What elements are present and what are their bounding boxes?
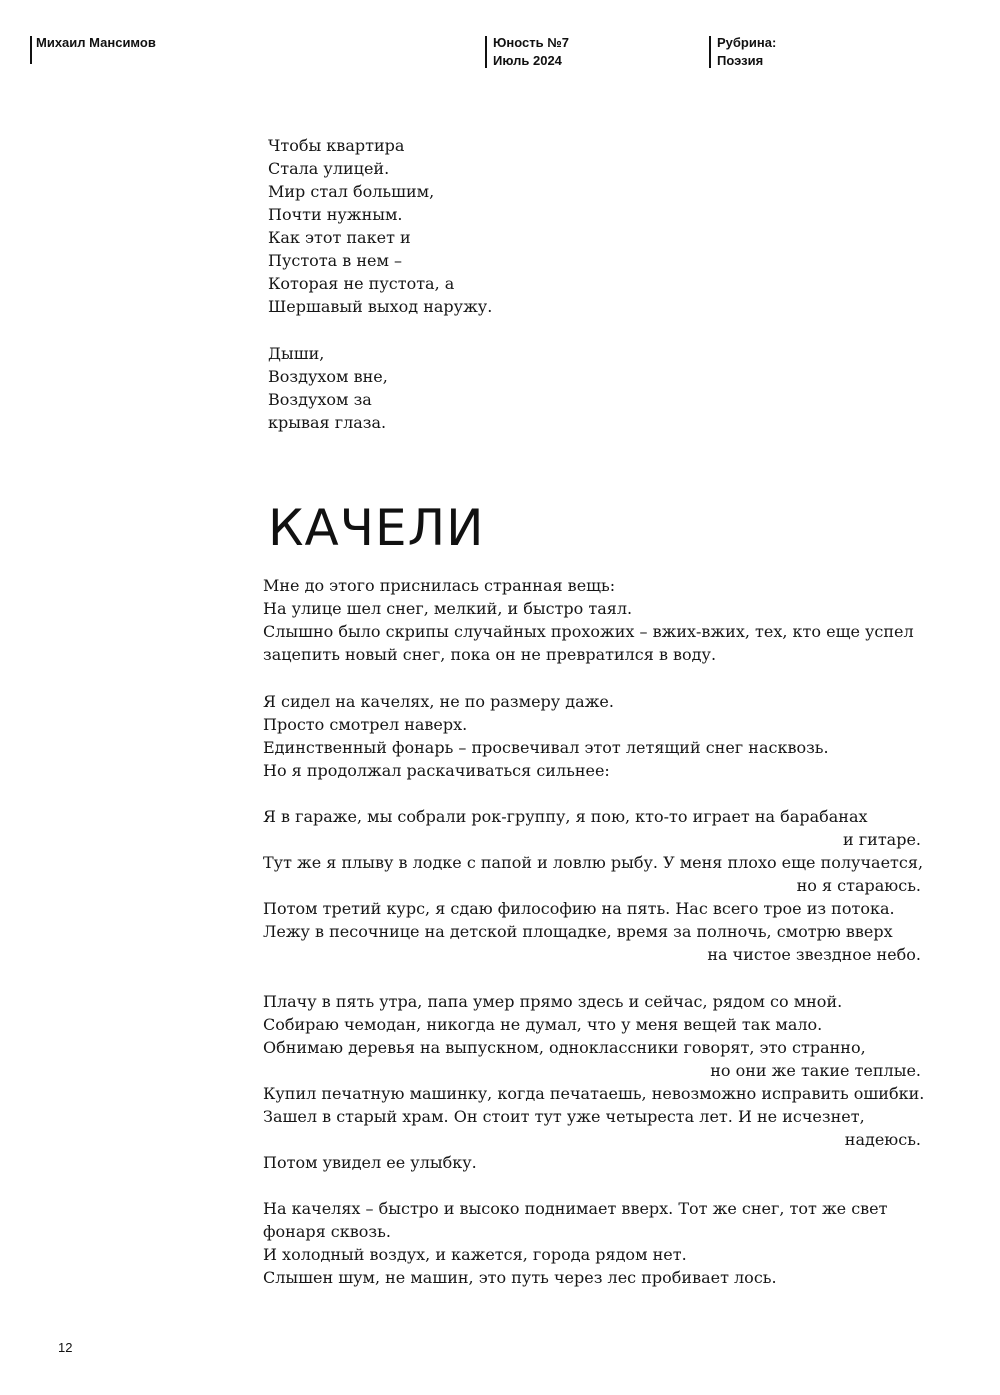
poem-line: Я в гараже, мы собрали рок-группу, я пою, кто-то играет на барабанах <box>263 807 868 826</box>
poem-line: Потом увидел ее улыбку. <box>263 1152 477 1172</box>
poem-line: Пустота в нем – <box>268 251 403 270</box>
header-divider <box>709 36 711 68</box>
header-section <box>717 34 776 70</box>
poem-line: Плачу в пять утра, папа умер прямо здесь и сейчас, рядом со мной. <box>263 991 843 1011</box>
poem-line: Слышно было скрипы случайных прохожих – вжих-вжих, тех, кто еще успел <box>263 622 914 641</box>
poem-line: Тут же я плыву в лодке с папой и ловлю рыбу. У меня плохо еще получается, <box>263 853 924 872</box>
poem-line: на чистое звездное небо. <box>707 945 921 964</box>
header-magazine <box>493 34 569 70</box>
poem-line: Купил печатную машинку, когда печатаешь, невозможно исправить ошибки. <box>263 1083 925 1103</box>
poem-line: зацепить новый снег, пока он не превратился в воду. <box>263 645 717 664</box>
poem-line: Единственный фонарь – просвечивал этот летящий снег насквозь. <box>263 737 829 757</box>
stanza <box>263 990 925 1174</box>
header-divider <box>30 36 32 64</box>
poem-line: и гитаре. <box>843 830 921 849</box>
poem-line: фонаря сквозь. <box>263 1222 391 1241</box>
poem-line: Стала улицей. <box>268 159 390 178</box>
poem-line: Как этот пакет и <box>268 228 411 247</box>
poem-line: И холодный воздух, и кажется, города рядом нет. <box>263 1245 687 1264</box>
section-label: Рубрина: <box>717 35 777 50</box>
poem-line: Слышен шум, не машин, это путь через лес пробивает лось. <box>263 1268 777 1287</box>
stanza <box>263 805 924 966</box>
poem-line: Просто смотрел наверх. <box>263 714 468 734</box>
poem-line: На улице шел снег, мелкий, и быстро таял. <box>263 599 633 618</box>
page-number: 12 <box>58 1340 73 1355</box>
section-name: Поэзия <box>717 53 764 68</box>
poem-line: Лежу в песочнице на детской площадке, время за полночь, смотрю вверх <box>263 922 893 941</box>
poem-line: Почти нужным. <box>268 205 403 224</box>
stanza <box>268 134 492 318</box>
poem-line: Зашел в старый храм. Он стоит тут уже четыреста лет. И не исчезнет, <box>263 1106 865 1126</box>
poem-line: Которая не пустота, а <box>268 274 455 293</box>
poem-line: Шершавый выход наружу. <box>268 297 493 316</box>
header-author <box>36 34 156 52</box>
poem-line: надеюсь. <box>844 1129 921 1149</box>
poem-line: Я сидел на качелях, не по размеру даже. <box>263 691 614 711</box>
poem-line: Чтобы квартира <box>268 136 405 155</box>
poem-line: но я стараюсь. <box>796 876 921 895</box>
poem-line: крывая глаза. <box>268 412 387 432</box>
poem-line: Воздухом за <box>268 389 372 409</box>
poem-line: Дыши, <box>268 343 325 363</box>
poem-line: Но я продолжал раскачиваться сильнее: <box>263 760 610 780</box>
poem-body <box>263 574 925 1289</box>
poem-continuation <box>268 134 492 434</box>
poem-line: Потом третий курс, я сдаю философию на пять. Нас всего трое из потока. <box>263 899 895 918</box>
stanza <box>263 574 921 666</box>
magazine-issue: Юность №7 <box>493 35 569 50</box>
poem-title: КАЧЕЛИ <box>268 499 485 557</box>
poem-line: Мир стал большим, <box>268 182 435 201</box>
poem-line: Собираю чемодан, никогда не думал, что у меня вещей так мало. <box>263 1014 823 1034</box>
poem-line: Обнимаю деревья на выпускном, одноклассники говорят, это странно, <box>263 1037 866 1057</box>
poem-line: На качелях – быстро и высоко поднимает вверх. Тот же снег, тот же свет <box>263 1199 888 1218</box>
stanza <box>263 1197 921 1289</box>
stanza <box>263 690 921 782</box>
poem-line: Воздухом вне, <box>268 366 388 386</box>
poem-line: но они же такие теплые. <box>710 1060 921 1080</box>
stanza <box>268 342 492 434</box>
header-divider <box>485 36 487 68</box>
poem-line: Мне до этого приснилась странная вещь: <box>263 576 616 595</box>
author-name: Михаил Мансимов <box>36 35 156 50</box>
magazine-date: Июль 2024 <box>493 53 562 68</box>
